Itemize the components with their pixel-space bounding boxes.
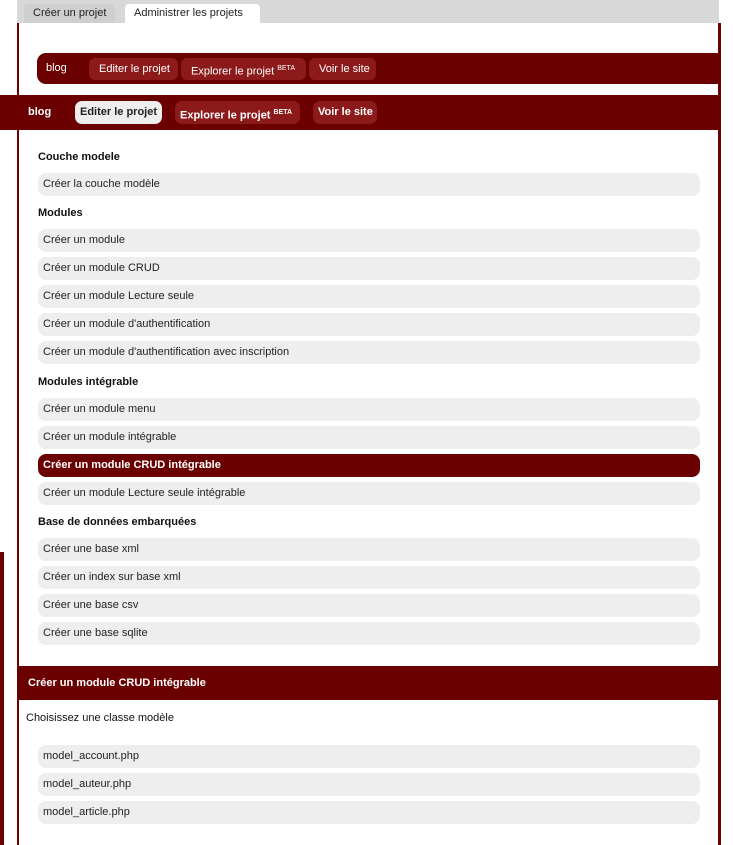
list-item-create-model-layer[interactable]: Créer la couche modèle [38, 173, 700, 196]
section-title-embedded-databases: Base de données embarquées [38, 516, 197, 528]
list-item-create-xml-db[interactable]: Créer une base xml [38, 538, 700, 561]
list-item-create-embeddable-module[interactable]: Créer un module intégrable [38, 426, 700, 449]
section-title-embeddable-modules: Modules intégrable [38, 376, 139, 388]
model-item-auteur[interactable]: model_auteur.php [38, 773, 700, 796]
list-item-create-module[interactable]: Créer un module [38, 229, 700, 252]
top-tab-strip [17, 0, 719, 23]
beta-badge: BETA [277, 65, 295, 72]
project-nav-compact [37, 53, 721, 84]
project-name: blog [28, 106, 52, 118]
section-title-model-layer: Couche modele [38, 151, 120, 163]
list-item-create-auth-signup-module[interactable]: Créer un module d'authentification avec inscription [38, 341, 700, 364]
section-title-modules: Modules [38, 207, 83, 219]
view-site-button[interactable]: Voir le site [309, 58, 376, 80]
tab-create-project[interactable]: Créer un projet [24, 4, 115, 23]
explore-project-button[interactable]: Explorer le projet $^{BETA}$ [175, 101, 300, 124]
view-site-button[interactable]: Voir le site [313, 101, 377, 124]
edit-project-button-active[interactable]: Editer le projet [75, 101, 162, 124]
beta-badge: BETA [273, 109, 293, 116]
frame-right-border [718, 23, 721, 845]
project-nav-main [0, 95, 721, 130]
choose-model-prompt: Choisissez une classe modèle [26, 712, 174, 724]
edit-project-button[interactable]: Editer le projet [89, 58, 178, 80]
list-item-create-embeddable-readonly-module[interactable]: Créer un module Lecture seule intégrable [38, 482, 700, 505]
page-edge-gap [4, 552, 17, 845]
list-item-create-auth-module[interactable]: Créer un module d'authentification [38, 313, 700, 336]
list-item-create-crud-module[interactable]: Créer un module CRUD [38, 257, 700, 280]
explore-project-button[interactable]: Explorer le projet $^{BETA}$ [181, 58, 306, 80]
list-item-create-embeddable-crud-module-selected[interactable]: Créer un module CRUD intégrable [38, 454, 700, 477]
tab-manage-projects[interactable]: Administrer les projets [125, 4, 260, 23]
list-item-create-readonly-module[interactable]: Créer un module Lecture seule [38, 285, 700, 308]
frame-left-border [17, 23, 19, 845]
list-item-create-xml-index[interactable]: Créer un index sur base xml [38, 566, 700, 589]
project-name: blog [46, 62, 67, 74]
list-item-create-csv-db[interactable]: Créer une base csv [38, 594, 700, 617]
model-item-account[interactable]: model_account.php [38, 745, 700, 768]
panel-header: Créer un module CRUD intégrable [17, 666, 721, 700]
list-item-create-menu-module[interactable]: Créer un module menu [38, 398, 700, 421]
list-item-create-sqlite-db[interactable]: Créer une base sqlite [38, 622, 700, 645]
model-item-article[interactable]: model_article.php [38, 801, 700, 824]
